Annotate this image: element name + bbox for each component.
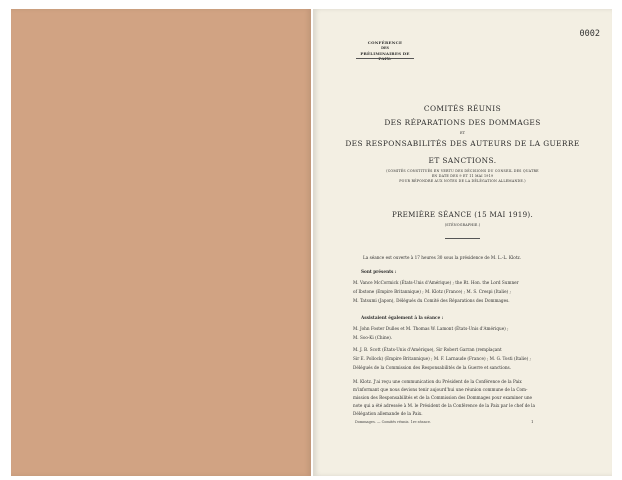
title-note-1: (COMITÉS CONSTITUÉS EN VERTU DES DÉCISIONS DU CONSEIL DES QUATRE bbox=[386, 169, 539, 173]
title-note-2: EN DATE DES 9 ET 11 MAI 1919 bbox=[431, 174, 494, 178]
title-line-2: DES RÉPARATIONS DES DOMMAGES bbox=[384, 118, 541, 127]
klotz-line-2: m'informant que nous devions tenir aujourd'hui une réunion commune de la Com- bbox=[353, 387, 528, 392]
session-title: PREMIÈRE SÉANCE (15 MAI 1919). bbox=[391, 210, 534, 219]
present-line-1: M. Vance McCormick (États-Unis d'Amérique) ; the Rt. Hon. the Lord Sumner bbox=[353, 280, 519, 285]
title-note-3: POUR RÉPONDRE AUX NOTES DE LA DÉLÉGATION ALLEMANDE.) bbox=[399, 179, 526, 183]
reference-number: 0002 bbox=[579, 29, 600, 39]
present-line-3: M. Tatsumi (Japon), Délégués du Comité des Réparations des Dommages. bbox=[353, 298, 510, 303]
also-present-line-2: M. Soo-Ki (Chine). bbox=[353, 335, 393, 340]
klotz-line-5: Délégation allemande de la Paix. bbox=[353, 411, 423, 416]
also-present-heading: Assistaient également à la séance : bbox=[361, 315, 444, 320]
title-line-5: ET SANCTIONS. bbox=[428, 156, 497, 165]
title-line-1: COMITÉS RÉUNIS bbox=[423, 104, 502, 113]
klotz-line-1: M. Klotz. J'ai reçu une communication du Président de la Conférence de la Paix bbox=[353, 379, 522, 384]
klotz-line-3: mission des Responsabilités et de la Commission des Dommages pour examiner une bbox=[353, 395, 532, 400]
klotz-line-4: note qui a été adressée à M. le Président de la Conférence de la Paix par le chef de la bbox=[353, 403, 536, 408]
page-number: 1 bbox=[531, 419, 534, 424]
opening-paragraph: La séance est ouverte à 17 heures 30 sous la présidence de M. L.-L. Klotz. bbox=[363, 255, 522, 260]
also-present-line-4: Sir E. Pollock) (Empire Britannique) ; M. F. Larnaude (France) ; M. G. Tosti (Italie) ; bbox=[353, 356, 531, 361]
left-page-cover bbox=[11, 9, 311, 476]
also-present-line-1: M. John Foster Dulles et M. Thomas W. Lamont (États-Unis d'Amérique) ; bbox=[353, 326, 509, 331]
present-heading: Sont présents : bbox=[361, 269, 397, 274]
section-rule bbox=[445, 238, 480, 239]
present-line-2: of Ibstone (Empire Britannique) ; M. Klotz (France) ; M. S. Crespi (Italie) ; bbox=[353, 289, 511, 294]
title-line-3: ET bbox=[460, 131, 465, 135]
conference-line-1: CONFÉRENCE bbox=[367, 40, 403, 45]
conference-line-3: PRÉLIMINAIRES DE PAIX. bbox=[360, 51, 410, 61]
session-subtitle: (STÉNOGRAPHIE.) bbox=[444, 223, 481, 227]
header-rule bbox=[356, 58, 414, 59]
also-present-line-3: M. J. B. Scott (États-Unis d'Amérique), Sir Robert Garran (remplaçant bbox=[353, 347, 502, 352]
title-line-4: DES RESPONSABILITÉS DES AUTEURS DE LA GUERRE bbox=[345, 139, 580, 148]
also-present-line-5: Délégués de la Commission des Responsabilités de la Guerre et sanctions. bbox=[353, 365, 512, 370]
document-page bbox=[313, 9, 612, 476]
conference-line-2: DES bbox=[381, 46, 389, 50]
footer-text: Dommages. — Comités réunis. 1re séance. bbox=[355, 420, 432, 424]
